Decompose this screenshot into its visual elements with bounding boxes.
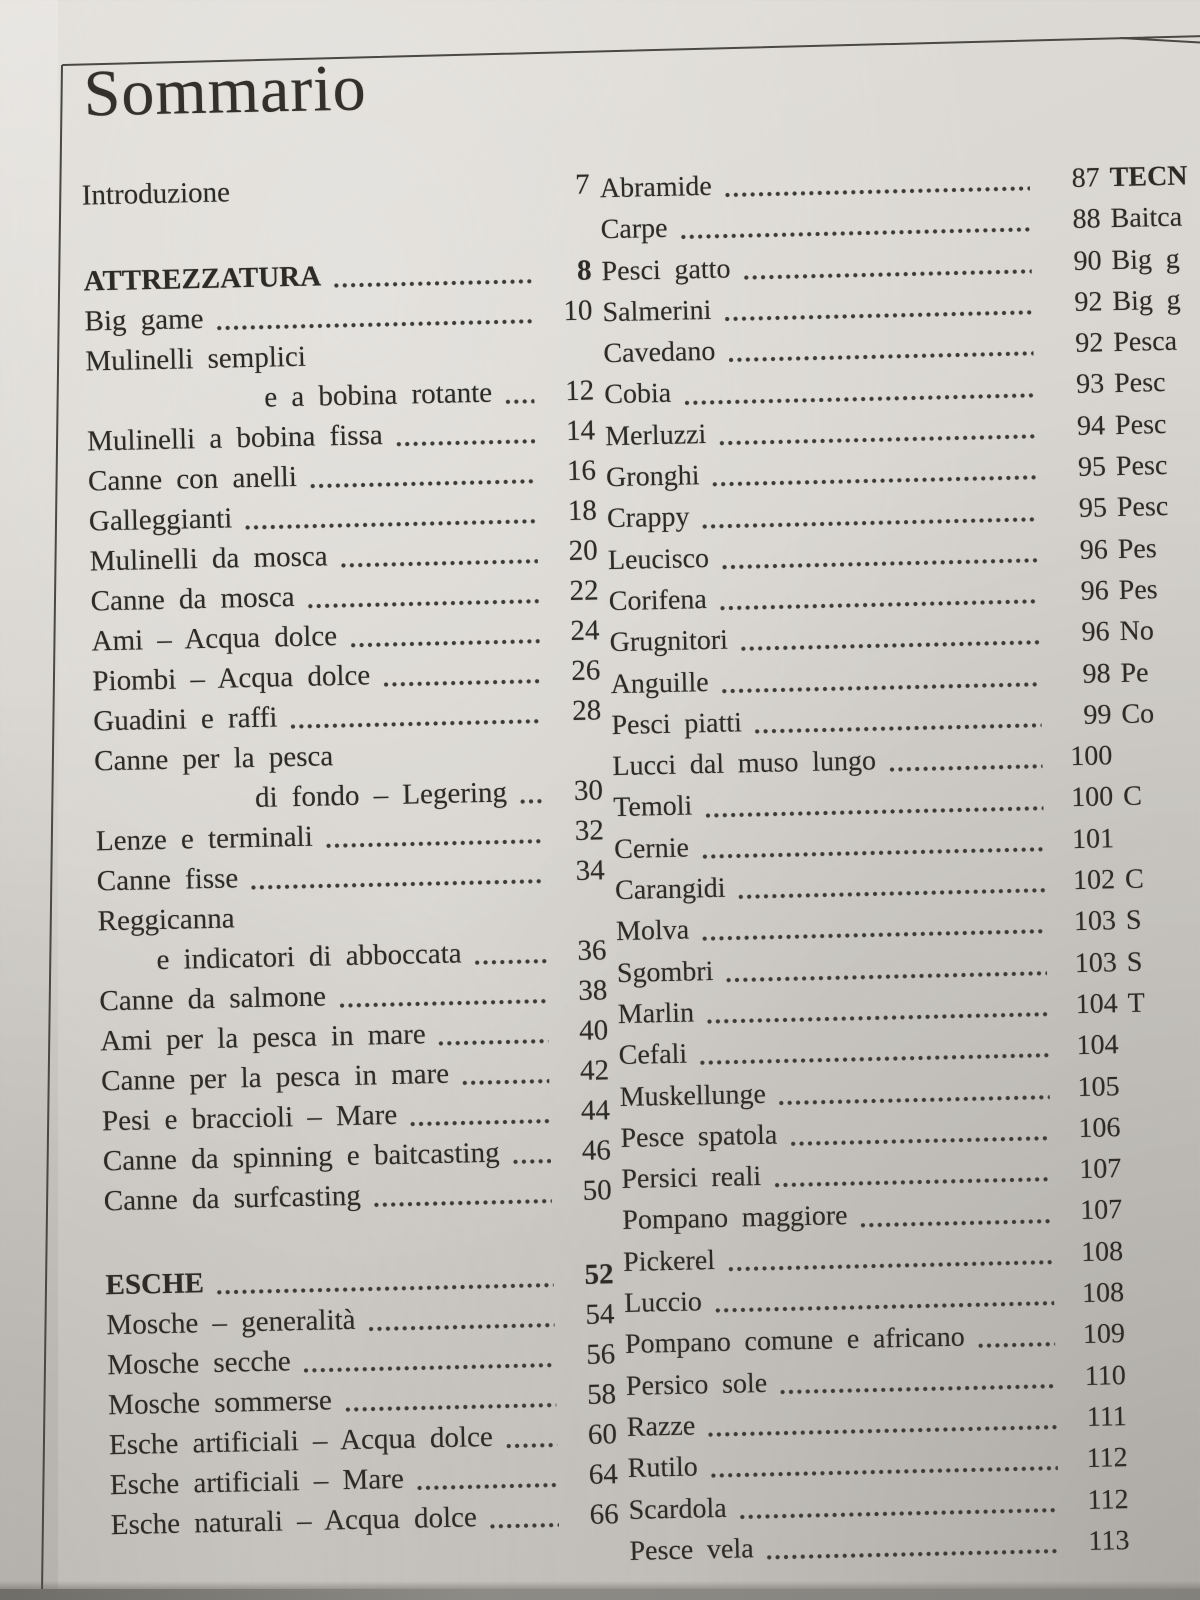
toc-entry-page: 34	[575, 854, 606, 887]
toc-entry-page: 111	[1086, 1400, 1128, 1433]
toc-entry-fragment-row	[1137, 1432, 1200, 1478]
toc-entry-fragment: C	[1124, 863, 1145, 896]
toc-entry-page: 92	[1074, 327, 1104, 360]
toc-entry-page: 98	[1082, 657, 1111, 690]
dot-leader	[773, 1176, 1051, 1189]
dot-leader	[699, 1052, 1049, 1067]
dot-leader	[250, 877, 545, 890]
toc-entry-page: 102	[1072, 864, 1116, 897]
dot-leader	[721, 680, 1041, 694]
toc-entry-fragment-row	[1113, 317, 1200, 363]
toc-entry-page: 100	[1070, 781, 1114, 814]
dot-leader	[344, 1401, 556, 1413]
toc-entry-label: Lenze e terminali	[95, 820, 314, 858]
dot-leader	[888, 763, 1043, 773]
toc-entry-page: 96	[1079, 533, 1109, 566]
toc-entry-label: Carangidi	[614, 872, 726, 907]
toc-entry-label: e a bobina rotante	[263, 376, 493, 414]
page-left-margin	[0, 0, 58, 1600]
toc-column-middle	[599, 157, 1130, 1572]
dot-leader	[409, 1117, 550, 1127]
dot-leader	[724, 185, 1030, 199]
dot-leader	[706, 1011, 1048, 1025]
dot-leader	[683, 391, 1034, 406]
toc-entry-page: 36	[577, 934, 607, 967]
dot-leader	[216, 317, 533, 331]
toc-entry-label: Pesci gatto	[601, 253, 731, 287]
toc-entry-page: 60	[587, 1418, 618, 1451]
toc-entry-label: ESCHE	[105, 1267, 205, 1302]
toc-entry-fragment: Co	[1121, 698, 1155, 730]
toc-entry-label: Carpe	[600, 213, 668, 246]
toc-entry-label: Cefali	[618, 1038, 688, 1072]
toc-entry-fragment-row	[1118, 565, 1200, 611]
dot-leader	[727, 350, 1033, 364]
toc-entry-page: 112	[1086, 1442, 1128, 1475]
toc-entry-page: 7	[574, 168, 591, 201]
toc-entry-label: Piombi – Acqua dolce	[92, 659, 371, 698]
dot-leader	[702, 515, 1038, 529]
toc-entry-fragment-row	[1132, 1185, 1200, 1231]
page-title: Sommario	[82, 51, 368, 131]
toc-entry-label: Scardola	[628, 1492, 727, 1526]
toc-entry-page: 108	[1080, 1235, 1124, 1268]
dot-leader	[718, 433, 1035, 447]
toc-entry-fragment-row	[1119, 607, 1200, 653]
toc-entry-page: 46	[581, 1134, 612, 1167]
toc-entry-page: 58	[586, 1378, 617, 1411]
toc-entry-label: Rutilo	[627, 1451, 699, 1485]
toc-entry-fragment: T	[1127, 987, 1146, 1019]
dot-leader	[289, 717, 541, 729]
dot-leader	[701, 846, 1044, 860]
toc-entry-page: 16	[566, 454, 597, 488]
toc-entry-page: 99	[1083, 699, 1112, 731]
toc-entry-page: 50	[582, 1174, 613, 1207]
dot-leader	[723, 309, 1032, 323]
dot-leader	[860, 1217, 1053, 1228]
toc-entry-label: Merluzzi	[604, 418, 707, 452]
dot-leader	[512, 1157, 551, 1165]
dot-leader	[727, 1258, 1053, 1272]
dot-leader	[714, 1300, 1054, 1314]
toc-entry-label: Introduzione	[81, 176, 231, 212]
toc-entry-fragment: Pes	[1118, 574, 1158, 607]
toc-entry-page: 96	[1080, 575, 1110, 607]
toc-entry-page: 96	[1081, 616, 1110, 649]
toc-entry-fragment-row	[1126, 937, 1200, 983]
dot-leader	[739, 1506, 1059, 1520]
toc-entry-fragment: Pe	[1120, 656, 1149, 689]
toc-entry-page: 54	[585, 1298, 615, 1331]
dot-leader	[680, 226, 1031, 241]
toc-entry-page: 109	[1082, 1318, 1126, 1351]
toc-entry-page: 56	[585, 1338, 616, 1371]
toc-entry-fragment-row	[1116, 483, 1200, 529]
dot-leader	[743, 268, 1032, 281]
toc-entry-page: 100	[1069, 740, 1113, 773]
toc-entry-page: 64	[588, 1458, 619, 1491]
dot-leader	[333, 277, 532, 288]
toc-entry-label: Galleggianti	[88, 502, 233, 538]
toc-entry-page: 14	[565, 414, 596, 448]
toc-entry-label: Sgombri	[616, 955, 714, 989]
dot-leader	[438, 1037, 549, 1046]
toc-entry-fragment-row	[1128, 1019, 1200, 1065]
toc-entry-label: Persici reali	[621, 1161, 762, 1196]
toc-entry-page: 108	[1081, 1277, 1125, 1310]
dot-leader	[349, 637, 540, 648]
toc-entry-label: Pickerel	[622, 1244, 716, 1278]
dot-leader	[216, 1281, 554, 1295]
toc-entry-fragment-row	[1127, 978, 1200, 1024]
toc-entry-fragment: Pes	[1117, 532, 1158, 565]
toc-entry-page: 112	[1087, 1483, 1129, 1516]
toc-entry-label: Canne da surfcasting	[103, 1179, 362, 1218]
toc-entry-fragment-row	[1122, 730, 1200, 776]
toc-entry-fragment-row	[1120, 648, 1200, 694]
dot-leader	[519, 797, 543, 805]
toc-entry-label: Mosche sommerse	[107, 1384, 333, 1422]
dot-leader	[307, 597, 539, 609]
toc-entry-page: 8	[576, 254, 592, 287]
dot-leader	[719, 598, 1039, 612]
toc-entry-fragment: C	[1122, 781, 1143, 813]
dot-leader	[461, 1077, 549, 1086]
toc-entry-page: 18	[567, 494, 598, 528]
toc-entry-label: ATTREZZATURA	[83, 260, 322, 298]
toc-entry-label: Cavedano	[603, 335, 716, 370]
toc-entry-label: Persico sole	[625, 1367, 768, 1402]
toc-entry-page: 104	[1076, 1029, 1119, 1062]
toc-entry-label: Mulinelli da mosca	[89, 540, 328, 578]
toc-entry-fragment-row	[1110, 194, 1200, 240]
toc-entry-page: 52	[584, 1258, 614, 1291]
toc-entry-label: Crappy	[606, 501, 690, 535]
toc-entry-label: e indicatori di abboccata	[156, 937, 462, 977]
toc-entry-label: Muskellunge	[619, 1078, 767, 1113]
toc-entry-fragment-row	[1133, 1226, 1200, 1272]
toc-column-left	[81, 164, 619, 1545]
toc-entry-label: Molva	[615, 914, 690, 948]
toc-entry-label: di fondo – Legering	[254, 776, 508, 814]
toc-entry-fragment-row	[1129, 1061, 1200, 1107]
toc-entry-fragment: S	[1126, 946, 1143, 978]
toc-entry-page: 106	[1078, 1111, 1121, 1144]
toc-entry-label: Pesce spatola	[620, 1119, 778, 1154]
toc-entry-label: Pesce vela	[629, 1533, 754, 1567]
dot-leader	[303, 1361, 556, 1374]
dot-leader	[779, 1382, 1056, 1395]
toc-entry-fragment: Pesc	[1114, 408, 1167, 441]
toc-entry-fragment: Pesc	[1115, 450, 1168, 483]
toc-entry-label: Canne per la pesca	[93, 740, 334, 778]
toc-entry-label: Pompano maggiore	[621, 1200, 848, 1237]
dot-leader	[707, 1424, 1057, 1439]
toc-entry-page: 24	[570, 614, 600, 648]
toc-entry-page: 107	[1078, 1153, 1122, 1186]
toc-entry-fragment-row	[1112, 276, 1200, 322]
toc-entry-label: Esche naturali – Acqua dolce	[110, 1501, 478, 1542]
toc-entry-label: Mosche – generalità	[106, 1303, 356, 1342]
toc-entry-label: Luccio	[623, 1286, 703, 1320]
dot-leader	[338, 997, 548, 1009]
toc-entry-fragment: TECN	[1109, 160, 1188, 194]
toc-entry-fragment-row	[1131, 1143, 1200, 1189]
toc-entry-page: 87	[1071, 162, 1101, 194]
toc-entry-fragment-row	[1117, 524, 1200, 570]
toc-entry-fragment-row	[1130, 1102, 1200, 1148]
toc-entry-page: 44	[580, 1094, 611, 1127]
toc-entry-label: Pompano comune e africano	[624, 1321, 966, 1361]
toc-entry-fragment: Pesca	[1112, 325, 1178, 359]
toc-entry-fragment: Big g	[1111, 243, 1180, 276]
toc-entry-page: 90	[1073, 244, 1102, 277]
toc-entry-page: 22	[569, 574, 599, 608]
toc-entry-label: Mosche secche	[107, 1345, 291, 1382]
toc-entry-fragment-row	[1134, 1267, 1200, 1313]
toc-entry-page: 40	[578, 1014, 609, 1047]
toc-entry-fragment-row	[1111, 235, 1200, 281]
toc-entry-fragment-row	[1134, 1308, 1200, 1354]
toc-entry-page: 26	[570, 654, 601, 687]
dot-leader	[977, 1341, 1055, 1350]
toc-entry-label: Big game	[84, 302, 204, 338]
toc-entry-label: Gronghi	[605, 460, 700, 494]
toc-entry-fragment-row	[1115, 400, 1200, 446]
toc-entry-label: Guadini e raffi	[92, 701, 278, 738]
toc-entry-page: 20	[568, 534, 599, 568]
toc-entry-page: 103	[1073, 905, 1117, 938]
toc-entry-label: Anguille	[610, 666, 709, 700]
toc-entry-page: 42	[579, 1054, 610, 1087]
dot-leader	[740, 639, 1040, 653]
toc-entry-fragment-row	[1123, 772, 1200, 818]
toc-entry-label: Abramide	[599, 170, 713, 205]
photo-bottom-edge	[0, 1589, 1200, 1600]
toc-entry-page: 88	[1072, 203, 1101, 236]
toc-entry-label: Mulinelli semplici	[85, 340, 307, 378]
toc-entry-label: Cernie	[613, 832, 690, 865]
toc-entry-page: 104	[1075, 988, 1119, 1021]
toc-entry-label: Canne da salmone	[99, 980, 327, 1018]
dot-leader	[416, 1481, 558, 1491]
toc-entry-fragment-row	[1124, 813, 1200, 859]
dot-leader	[789, 1135, 1050, 1148]
toc-entry-fragment-row	[1136, 1391, 1200, 1437]
toc-entry-label: Leucisco	[607, 542, 710, 576]
toc-entry-label: Canne per la pesca in mare	[100, 1057, 450, 1098]
toc-entry-label: Cobia	[603, 378, 672, 411]
toc-entry-fragment: S	[1125, 904, 1142, 937]
toc-entry-page: 93	[1075, 368, 1105, 401]
toc-entry-page: 92	[1074, 286, 1103, 318]
dot-leader	[778, 1093, 1050, 1106]
toc-entry-label: Corifena	[608, 584, 708, 618]
dot-leader	[340, 557, 538, 568]
dot-leader	[738, 887, 1046, 901]
toc-entry-fragment-row	[1138, 1474, 1200, 1520]
toc-entry-label: Canne da mosca	[90, 581, 295, 618]
toc-entry-fragment-row	[1114, 359, 1200, 405]
toc-entry-page: 10	[563, 294, 593, 328]
toc-entry-label: Pesci piatti	[611, 707, 743, 741]
toc-entry-label: Canne con anelli	[87, 460, 298, 498]
toc-entry-page: 38	[577, 974, 608, 1007]
dot-leader	[701, 928, 1046, 943]
toc-entry-label: Pesi e braccioli – Mare	[101, 1098, 398, 1138]
toc-entry-fragment: No	[1119, 615, 1155, 648]
dot-leader	[382, 677, 540, 687]
toc-entry-fragment-row	[1135, 1350, 1200, 1396]
dot-leader	[373, 1197, 552, 1208]
toc-entry-page: 103	[1074, 946, 1118, 979]
toc-entry-page: 66	[589, 1498, 620, 1531]
toc-entry-label: Razze	[626, 1410, 696, 1443]
toc-entry-page: 113	[1088, 1524, 1130, 1557]
toc-entry-label: Canne fisse	[96, 862, 239, 898]
toc-entry-fragment: Big g	[1112, 284, 1181, 317]
page-content	[60, 0, 1200, 1600]
toc-entry-fragment: Pesc	[1113, 367, 1166, 400]
toc-entry-page: 110	[1084, 1359, 1127, 1392]
toc-entry-fragment-row	[1121, 689, 1200, 735]
toc-entry-fragment-row	[1125, 854, 1200, 900]
toc-entry-fragment-row	[1116, 441, 1200, 487]
toc-entry-fragment-row	[1139, 1515, 1200, 1561]
toc-entry-page: 95	[1077, 451, 1107, 483]
toc-entry-page: 30	[573, 774, 604, 807]
toc-entry-label: Mulinelli a bobina fissa	[86, 419, 384, 458]
dot-leader	[309, 477, 536, 489]
toc-entry-page: 32	[574, 814, 605, 847]
dot-leader	[395, 437, 536, 447]
toc-entry-page: 101	[1071, 822, 1115, 855]
toc-entry-label: Temoli	[612, 790, 693, 824]
dot-leader	[368, 1321, 555, 1332]
toc-entry-label: Grugnitori	[609, 624, 729, 659]
dot-leader	[712, 474, 1037, 488]
dot-leader	[325, 837, 544, 849]
toc-entry-page: 94	[1076, 410, 1106, 442]
toc-entry-fragment: Pesc	[1116, 491, 1169, 524]
toc-entry-label: Ami per la pesca in mare	[99, 1018, 427, 1058]
dot-leader	[504, 397, 534, 405]
toc-entry-label: Esche artificiali – Mare	[109, 1462, 405, 1502]
dot-leader	[725, 969, 1047, 983]
toc-entry-label: Canne da spinning e baitcasting	[102, 1136, 500, 1178]
dot-leader	[474, 957, 547, 966]
toc-entry-page: 107	[1079, 1194, 1123, 1227]
toc-entry-label: Ami – Acqua dolce	[91, 620, 338, 658]
toc-entry-label: Esche artificiali – Acqua dolce	[108, 1420, 494, 1462]
dot-leader	[242, 191, 530, 204]
dot-leader	[704, 804, 1043, 818]
toc-entry-fragment-row	[1109, 152, 1200, 198]
toc-entry-label: Lucci dal muso lungo	[612, 745, 877, 783]
dot-leader	[489, 1521, 559, 1530]
dot-leader	[505, 1441, 557, 1449]
toc-entry-page: 28	[571, 694, 602, 727]
dot-leader	[710, 1465, 1058, 1480]
toc-entry-page: 105	[1077, 1070, 1120, 1103]
dot-leader	[721, 557, 1038, 571]
dot-leader	[244, 517, 537, 530]
toc-entry-fragment: Baitca	[1110, 201, 1183, 235]
toc-entry-label: Reggicanna	[97, 902, 235, 938]
toc-entry-page: 95	[1078, 492, 1108, 525]
dot-leader	[766, 1547, 1060, 1560]
toc-entry-fragment-row	[1125, 896, 1200, 942]
toc-entry-page: 12	[564, 374, 595, 408]
toc-entry-label: Salmerini	[602, 294, 712, 329]
dot-leader	[754, 722, 1042, 735]
toc-entry-label: Marlin	[617, 997, 695, 1031]
